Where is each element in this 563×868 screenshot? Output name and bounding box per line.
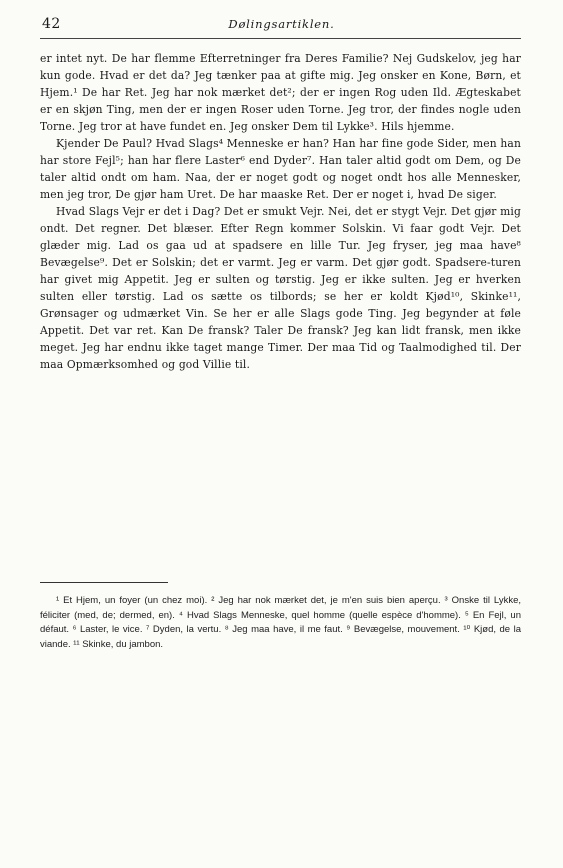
- footnote-rule: [40, 582, 168, 583]
- running-title: Dølingsartiklen.: [228, 17, 335, 31]
- paragraph-3: Hvad Slags Vejr er det i Dag? Det er smukt Vejr. Nei, det er stygt Vejr. Det gjør mig ondt. Det regner. Det blæser. Efter Regn kommer Solskin. Vi faar godt Vejr. Det glæder mig. Lad os gaa ud at spadsere en lille Tur. Jeg fryser, jeg maa have⁸ Bevægelse⁹. Det er Solskin; det er varmt. Jeg er varm. Det gjør godt. Spadsere-turen har givet mig Appetit. Jeg er sulten og tørstig. Jeg er ikke sulten. Jeg er hverken sulten eller tørstig. Lad os sætte os tilbords; se her er koldt Kjød¹⁰, Skinke¹¹, Grønsager og udmærket Vin. Se her er alle Slags gode Ting. Jeg begynder at føle Appetit. Det var ret. Kan De fransk? Taler De fransk? Jeg kan lidt fransk, men ikke meget. Jeg har endnu ikke taget mange Timer. Der maa Tid og Taalmodighed til. Der maa Opmærksomhed og god Villie til.: [40, 205, 521, 371]
- page-header: [40, 16, 523, 36]
- page-number: 42: [42, 16, 61, 32]
- paragraph-1: er intet nyt. De har flemme Efterretninger fra Deres Familie? Nej Gudskelov, jeg har kun gode. Hvad er det da? Jeg tænker paa at gifte mig. Jeg onsker en Kone, Børn, et Hjem.¹ De har Ret. Jeg har nok mærket det²; der er ingen Rog uden Ild. Ægteskabet er en skjøn Ting, men der er ingen Roser uden Torne. Jeg tror, der findes nogle uden Torne. Jeg tror at have fundet en. Jeg onsker Dem til Lykke³. Hils hjemme.: [40, 52, 521, 133]
- body-text: [40, 50, 521, 373]
- header-rule: [40, 38, 521, 39]
- footnote-text: ¹ Et Hjem, un foyer (un chez moi). ² Jeg har nok mærket det, je m'en suis bien aperçu. ³ Onske til Lykke, féliciter (med, de; dermed, en). ⁴ Hvad Slags Menneske, quel homme (quelle espèce d'homme). ⁵ En Fejl, un défaut. ⁶ Laster, le vice. ⁷ Dyden, la vertu. ⁸ Jeg maa have, il me faut. ⁹ Bevægelse, mouvement. ¹⁰ Kjød, de la viande. ¹¹ Skinke, du jambon.: [40, 595, 521, 650]
- paragraph-2: Kjender De Paul? Hvad Slags⁴ Menneske er han? Han har fine gode Sider, men han har store Fejl⁵; han har flere Laster⁶ end Dyder⁷. Han taler altid godt om Dem, og De taler altid ondt om ham. Naa, der er noget godt og noget ondt hos alle Mennesker, men jeg tror, De gjør ham Uret. De har maaske Ret. Der er noget i, hvad De siger.: [40, 137, 521, 201]
- footnotes: [40, 594, 521, 652]
